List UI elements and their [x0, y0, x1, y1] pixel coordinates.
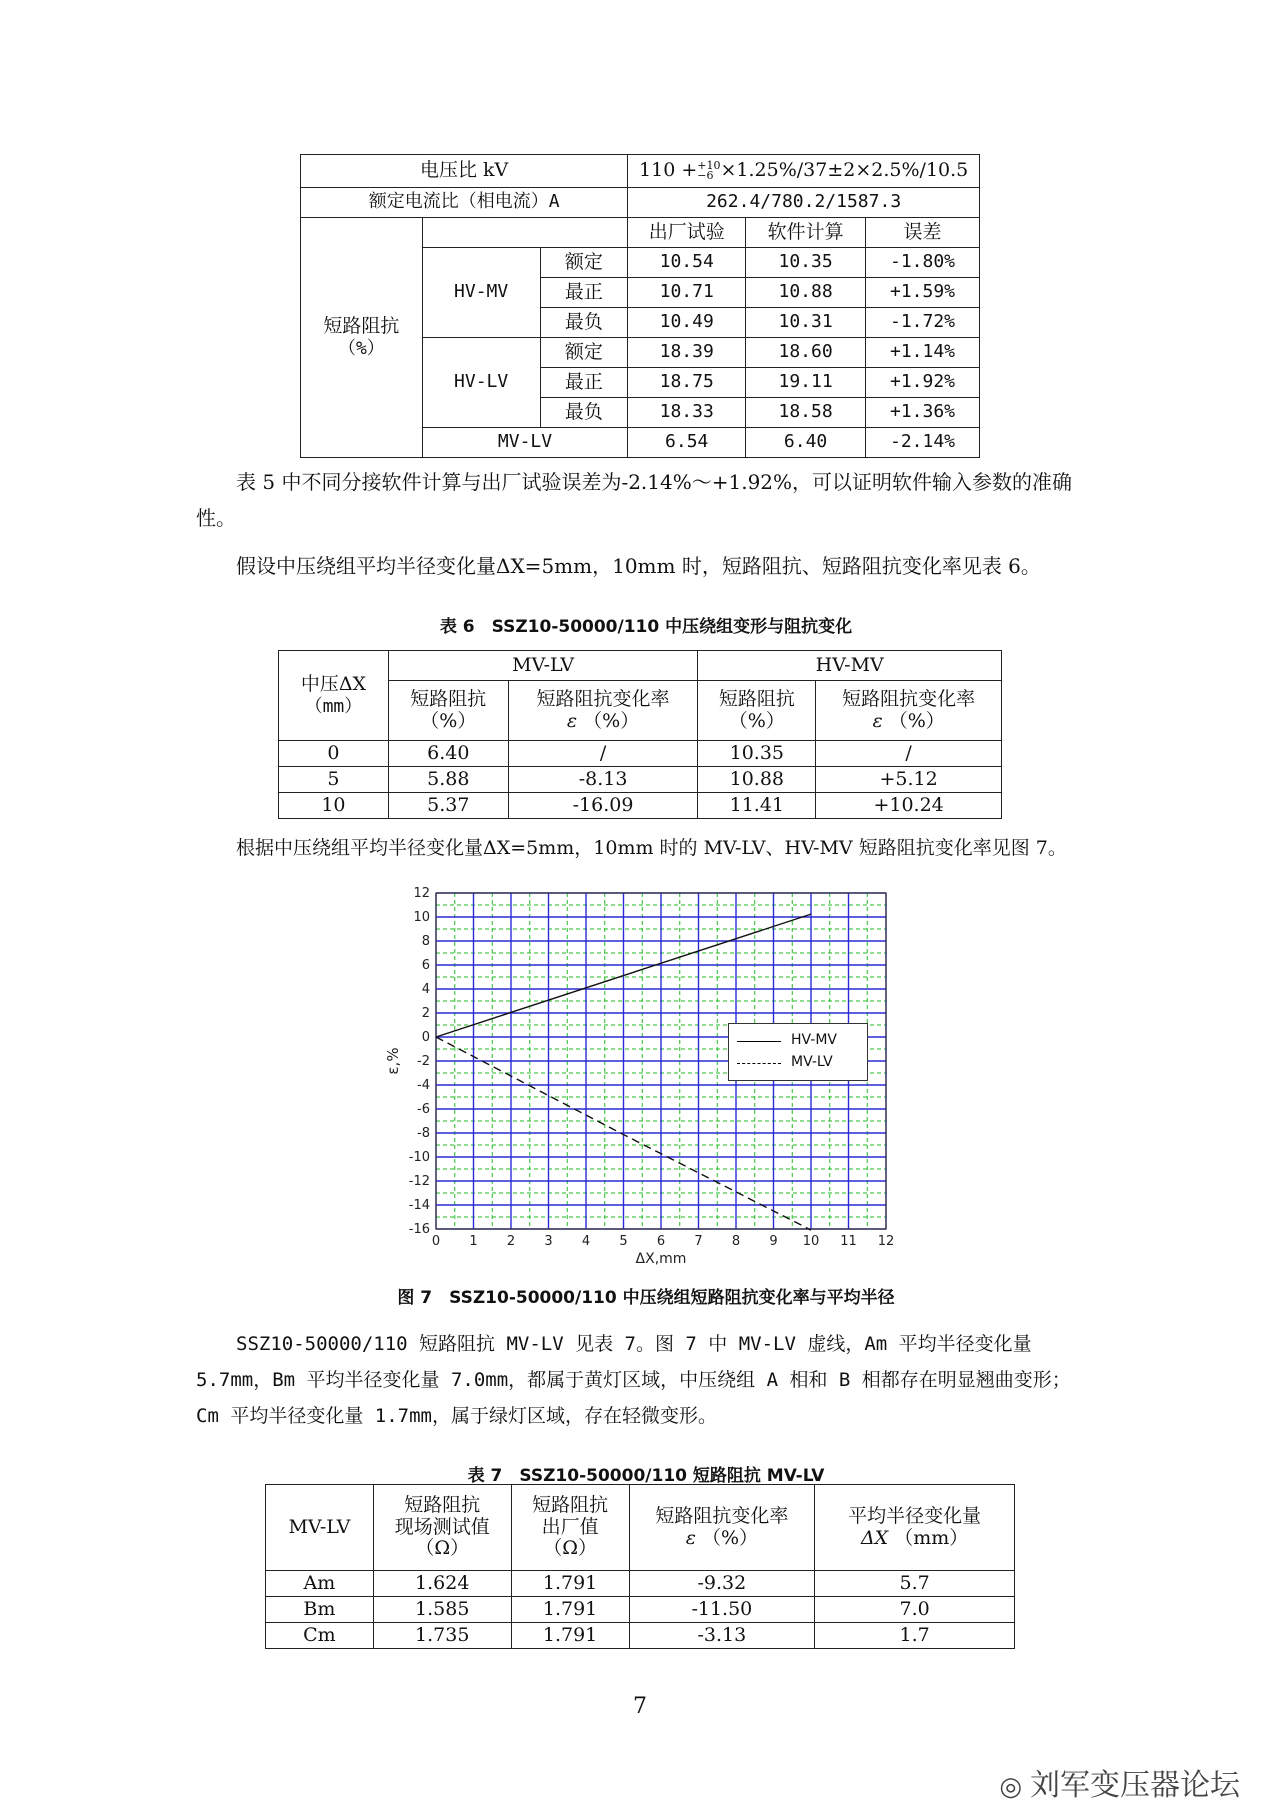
- paragraph-assumption: 假设中压绕组平均半径变化量ΔX=5mm，10mm 时，短路阻抗、短路阻抗变化率见表 6。: [236, 554, 1041, 578]
- cell-hv-z: 10.35: [698, 741, 816, 767]
- watermark: ◎ 刘军变压器论坛: [999, 1768, 1240, 1803]
- cell-rate: -9.32: [629, 1571, 815, 1597]
- cell-hv-rate: /: [816, 741, 1002, 767]
- cell-mv-rate: -8.13: [508, 767, 698, 793]
- field-value-header: 短路阻抗 现场测试值 （Ω）: [373, 1485, 511, 1571]
- cell-dx: 1.7: [815, 1623, 1015, 1649]
- x-tick-label: 6: [656, 1234, 666, 1249]
- cell-hv-rate: +5.12: [816, 767, 1002, 793]
- cell-err: -1.72%: [866, 308, 980, 338]
- mv-lv-header: MV-LV: [388, 651, 698, 681]
- x-tick-label: 1: [469, 1234, 478, 1249]
- paragraph-table-7-intro: SSZ10-50000/110 短路阻抗 MV-LV 见表 7。图 7 中 MV-LV 虚线，Am 平均半径变化量 5.7mm，Bm 平均半径变化量 7.0mm，都属于黄灯区域，中压绕组 A 相和 B 相都存在明显翘曲变形；Cm 平均半径变化量 1.7mm，属于绿灯区域，存在轻微变形。: [196, 1333, 1071, 1427]
- y-tick-label: 12: [413, 886, 430, 901]
- cell-test: 10.49: [628, 308, 746, 338]
- header-software-calc: 软件计算: [746, 218, 866, 248]
- cell-mv-rate: /: [508, 741, 698, 767]
- current-ratio-value: 262.4/780.2/1587.3: [628, 188, 980, 218]
- cell-name: Cm: [266, 1623, 374, 1649]
- cell-hv-rate: +10.24: [816, 793, 1002, 819]
- legend-item-hv-mv: HV-MV: [737, 1032, 862, 1050]
- cell-field: 1.585: [373, 1597, 511, 1623]
- table-row: [266, 1623, 1015, 1649]
- y-tick-label: -8: [417, 1126, 430, 1141]
- rate-header: 短路阻抗变化率 ε （%）: [816, 681, 1002, 741]
- cell-err: +1.14%: [866, 338, 980, 368]
- cell-calc: 6.40: [746, 428, 866, 458]
- y-tick-label: 6: [421, 958, 430, 973]
- y-tick-label: -4: [417, 1078, 430, 1093]
- cell-rate: -11.50: [629, 1597, 815, 1623]
- x-tick-label: 3: [544, 1234, 553, 1249]
- voltage-ratio-label: 电压比 kV: [301, 155, 628, 188]
- cell-test: 18.33: [628, 398, 746, 428]
- x-tick-label: 4: [581, 1234, 591, 1249]
- table-6: [278, 650, 1002, 819]
- y-tick-label: -10: [408, 1150, 430, 1165]
- y-tick-label: 8: [421, 934, 430, 949]
- paragraph-error-range: 表 5 中不同分接软件计算与出厂试验误差为-2.14%～+1.92%，可以证明软件输入参数的准确性。: [196, 470, 1073, 530]
- cell-calc: 18.58: [746, 398, 866, 428]
- cell-err: +1.36%: [866, 398, 980, 428]
- block-name-hv-lv: HV-LV: [422, 338, 540, 428]
- current-ratio-label: 额定电流比（相电流）A: [301, 188, 628, 218]
- x-tick-label: 10: [802, 1234, 820, 1249]
- table-row: [266, 1597, 1015, 1623]
- cell-dx: 0: [279, 741, 389, 767]
- x-tick-label: 2: [506, 1234, 516, 1249]
- cell-calc: 18.60: [746, 338, 866, 368]
- tap-label: 最正: [540, 278, 628, 308]
- y-tick-label: 4: [421, 982, 430, 997]
- x-tick-label: 8: [731, 1234, 741, 1249]
- x-tick-label: 7: [694, 1234, 703, 1249]
- y-tick-label: -2: [417, 1054, 430, 1069]
- page-number: 7: [633, 1694, 647, 1719]
- impedance-header: 短路阻抗 （%）: [698, 681, 816, 741]
- cell-calc: 10.88: [746, 278, 866, 308]
- y-tick-label: -16: [408, 1222, 430, 1237]
- hv-mv-header: HV-MV: [698, 651, 1002, 681]
- table-6-caption: 表 6 SSZ10-50000/110 中压绕组变形与阻抗变化: [439, 617, 853, 637]
- tap-label: 额定: [540, 338, 628, 368]
- y-tick-label: 10: [413, 910, 430, 925]
- cell-test: 18.39: [628, 338, 746, 368]
- cell-factory: 1.791: [511, 1623, 629, 1649]
- dx-header: 中压ΔX （mm）: [279, 651, 389, 741]
- cell-rate: -3.13: [629, 1623, 815, 1649]
- cell-factory: 1.791: [511, 1571, 629, 1597]
- voltage-ratio-value: 110 ++10 −6 ×1.25%/37±2×2.5%/10.5: [628, 155, 980, 188]
- block-name-mv-lv: MV-LV: [422, 428, 628, 458]
- x-tick-label: 11: [840, 1234, 857, 1249]
- table-row: [266, 1571, 1015, 1597]
- y-tick-label: -6: [417, 1102, 430, 1117]
- cell-test: 18.75: [628, 368, 746, 398]
- cell-dx: 10: [279, 793, 389, 819]
- cell-calc: 10.35: [746, 248, 866, 278]
- x-axis-label: ΔX,mm: [635, 1251, 687, 1267]
- cell-mv-rate: -16.09: [508, 793, 698, 819]
- cell-name: Am: [266, 1571, 374, 1597]
- factory-value-header: 短路阻抗 出厂值 （Ω）: [511, 1485, 629, 1571]
- cell-calc: 10.31: [746, 308, 866, 338]
- x-tick-label: 9: [769, 1234, 778, 1249]
- x-tick-label: 12: [877, 1234, 895, 1249]
- cell-mv-z: 5.37: [388, 793, 508, 819]
- cell-dx: 5.7: [815, 1571, 1015, 1597]
- table-7: [265, 1484, 1015, 1649]
- mv-lv-header: MV-LV: [266, 1485, 374, 1571]
- cell-err: -1.80%: [866, 248, 980, 278]
- tap-label: 额定: [540, 248, 628, 278]
- cell-calc: 19.11: [746, 368, 866, 398]
- paragraph-figure-ref: 根据中压绕组平均半径变化量ΔX=5mm，10mm 时的 MV-LV、HV-MV 短路阻抗变化率见图 7。: [236, 837, 1067, 859]
- table-5: [300, 154, 980, 458]
- y-axis-label: ε,%: [384, 1047, 402, 1075]
- cell-mv-z: 6.40: [388, 741, 508, 767]
- rate-header: 短路阻抗变化率 ε （%）: [508, 681, 698, 741]
- block-name-hv-mv: HV-MV: [422, 248, 540, 338]
- cell-err: -2.14%: [866, 428, 980, 458]
- cell-hv-z: 10.88: [698, 767, 816, 793]
- tap-label: 最负: [540, 308, 628, 338]
- cell-test: 10.71: [628, 278, 746, 308]
- cell-dx: 7.0: [815, 1597, 1015, 1623]
- header-factory-test: 出厂试验: [628, 218, 746, 248]
- cell-test: 10.54: [628, 248, 746, 278]
- cell-field: 1.624: [373, 1571, 511, 1597]
- x-tick-label: 0: [431, 1234, 441, 1249]
- rate-header: 短路阻抗变化率 ε （%）: [629, 1485, 815, 1571]
- cell-dx: 5: [279, 767, 389, 793]
- table-row: [279, 767, 1002, 793]
- header-error: 误差: [866, 218, 980, 248]
- header-blank: [422, 218, 628, 248]
- figure-7-caption: 图 7 SSZ10-50000/110 中压绕组短路阻抗变化率与平均半径: [397, 1288, 895, 1308]
- table-7-caption: 表 7 SSZ10-50000/110 短路阻抗 MV-LV: [467, 1466, 825, 1486]
- chart-legend: [728, 1023, 868, 1081]
- y-tick-label: -12: [408, 1174, 430, 1189]
- cell-field: 1.735: [373, 1623, 511, 1649]
- cell-err: +1.59%: [866, 278, 980, 308]
- y-tick-label: 2: [421, 1006, 430, 1021]
- y-tick-label: -14: [408, 1198, 430, 1213]
- table-row: [279, 741, 1002, 767]
- tap-label: 最负: [540, 398, 628, 428]
- impedance-header: 短路阻抗 （%）: [388, 681, 508, 741]
- figure-7-chart: [384, 885, 908, 1270]
- dx-header: 平均半径变化量 ΔX （mm）: [815, 1485, 1015, 1571]
- cell-mv-z: 5.88: [388, 767, 508, 793]
- cell-test: 6.54: [628, 428, 746, 458]
- cell-name: Bm: [266, 1597, 374, 1623]
- y-tick-label: 0: [421, 1030, 430, 1045]
- x-tick-label: 5: [619, 1234, 628, 1249]
- impedance-group-label: 短路阻抗 （%）: [301, 218, 423, 458]
- tap-label: 最正: [540, 368, 628, 398]
- cell-err: +1.92%: [866, 368, 980, 398]
- cell-factory: 1.791: [511, 1597, 629, 1623]
- wechat-icon: ◎: [999, 1772, 1022, 1802]
- legend-item-mv-lv: MV-LV: [737, 1054, 862, 1072]
- cell-hv-z: 11.41: [698, 793, 816, 819]
- table-row: [279, 793, 1002, 819]
